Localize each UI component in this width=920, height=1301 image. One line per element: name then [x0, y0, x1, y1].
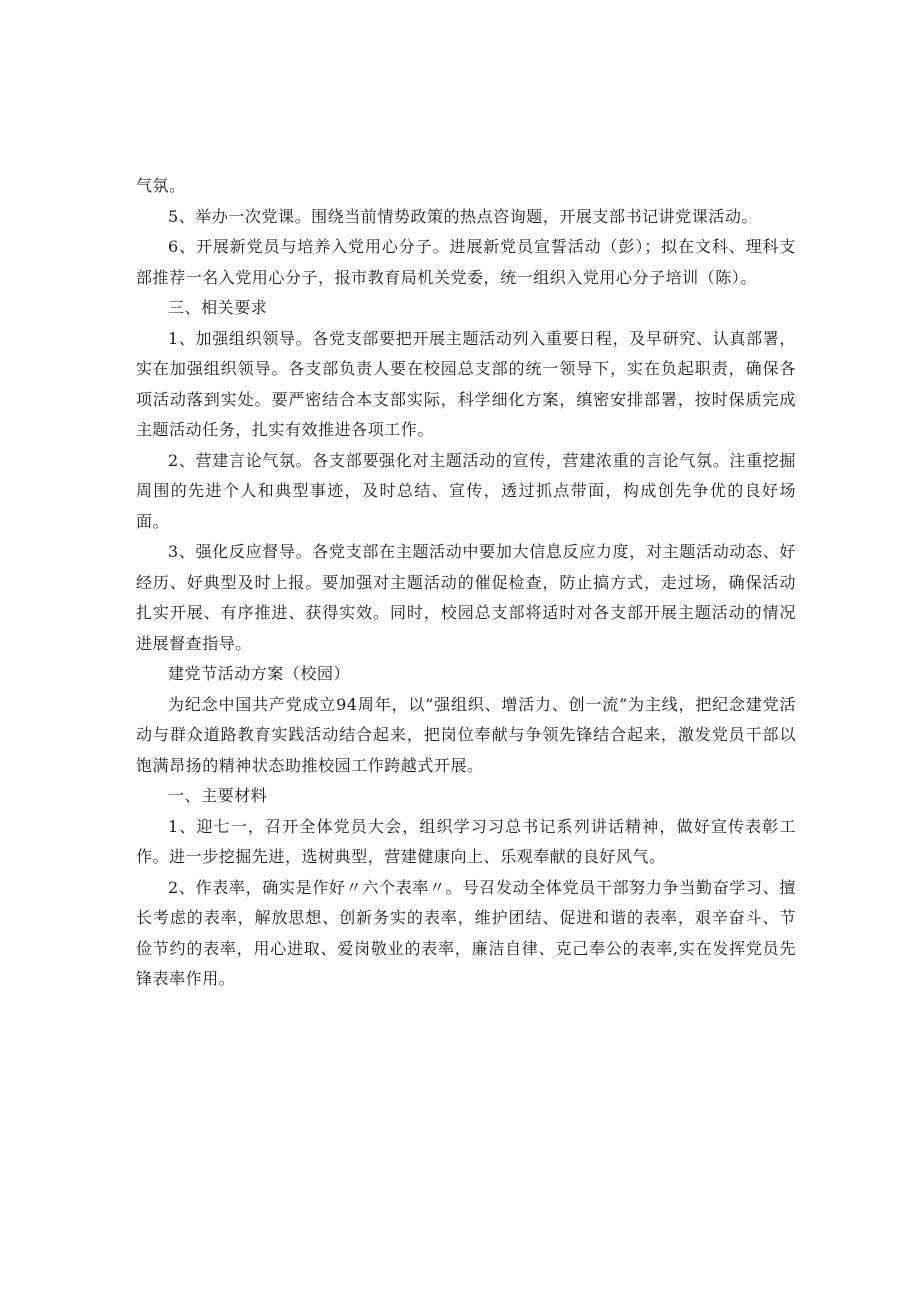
- paragraph-11: 2、作表率，确实是作好〃六个表率〃。号召发动全体党员干部努力争当勤奋学习、擅长考虑的表率，解放思想、创新务实的表率，维护团结、促进和谐的表率，艰辛奋斗、节俭节约的表率，用心进取、爱岗敬业的表率，廉洁自律、克己奉公的表率,实在发挥党员先锋表率作用。: [136, 877, 796, 988]
- section-heading-materials: 一、主要材料: [168, 786, 268, 805]
- document-subtitle: 建党节活动方案（校园）: [168, 664, 351, 683]
- document-body: [136, 171, 796, 995]
- paragraph-0: 气氛。: [136, 176, 186, 195]
- paragraph-8: 为纪念中国共产党成立94周年，以“强组织、增活力、创一流”为主线，把纪念建党活动与群众道路教育实践活动结合起来，把岗位奉献与争领先锋结合起来，激发党员干部以饱满昂扬的精神状态助推校园工作跨越式开展。: [136, 694, 796, 775]
- paragraph-1: 5、举办一次党课。围绕当前情势政策的热点咨询题，开展支部书记讲党课活动。: [168, 206, 758, 226]
- section-heading-requirements: 三、相关要求: [168, 298, 268, 317]
- paragraph-10: 1、迎七一，召开全体党员大会，组织学习习总书记系列讲话精神，做好宣传表彰工作。进一步挖掘先进，选树典型，营建健康向上、乐观奉献的良好风气。: [136, 816, 796, 866]
- paragraph-4: 1、加强组织领导。各党支部要把开展主题活动列入重要日程，及早研究、认真部署，实在加强组织领导。各支部负责人要在校园总支部的统一领导下，实在负起职责，确保各项活动落到实处。要严密结合本支部实际，科学细化方案，缜密安排部署，按时保质完成主题活动任务，扎实有效推进各项工作。: [136, 328, 796, 439]
- paragraph-2: 6、开展新党员与培养入党用心分子。进展新党员宣誓活动（彭）；拟在文科、理科支部推荐一名入党用心分子，报市教育局机关党委，统一组织入党用心分子培训（陈）。: [136, 237, 796, 287]
- paragraph-5: 2、营建言论气氛。各支部要强化对主题活动的宣传，营建浓重的言论气氛。注重挖掘周围的先进个人和典型事迹，及时总结、宣传，透过抓点带面，构成创先争优的良好场面。: [136, 450, 796, 531]
- paragraph-6: 3、强化反应督导。各党支部在主题活动中要加大信息反应力度，对主题活动动态、好经历、好典型及时上报。要加强对主题活动的催促检查，防止搞方式，走过场，确保活动扎实开展、有序推进、获得实效。同时，校园总支部将适时对各支部开展主题活动的情况进展督查指导。: [136, 542, 796, 653]
